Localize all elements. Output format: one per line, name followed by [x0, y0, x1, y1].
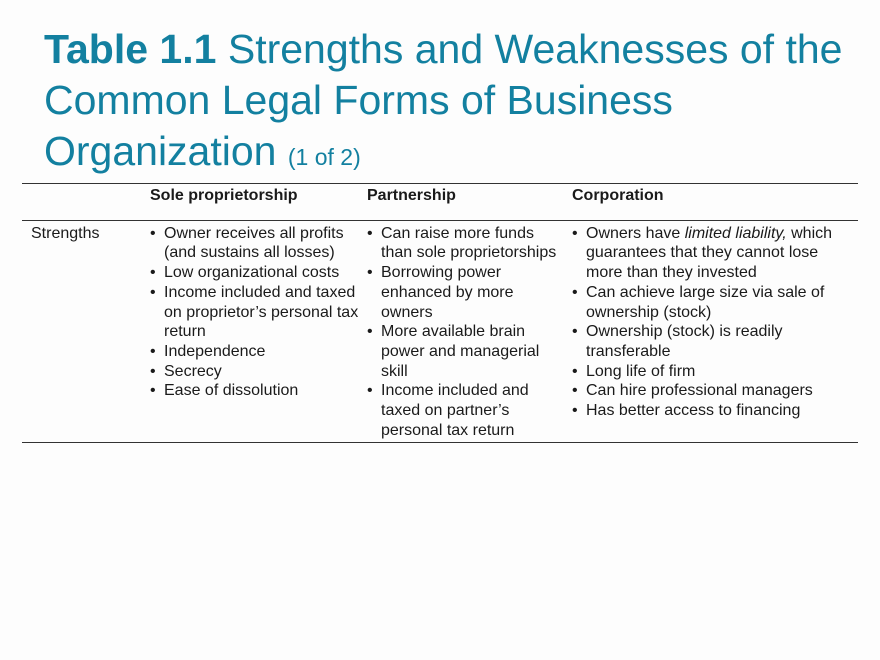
header-corporation: Corporation [572, 184, 858, 221]
list-item: • Long life of firm [572, 362, 858, 382]
title-lead: Table 1.1 [44, 26, 217, 72]
list-item: • Has better access to financing [572, 401, 858, 421]
list-item: • Income included and taxed on proprietor’s personal tax return [150, 283, 367, 342]
row-label-strengths: Strengths [22, 220, 150, 443]
list-item: • Owner receives all profits (and sustains all losses) [150, 224, 367, 263]
list-item: • Can hire professional managers [572, 381, 858, 401]
limited-liability-suffix: which guarantees that they cannot lose more than they invested [586, 224, 833, 282]
list-item [572, 224, 858, 283]
list-item: • Low organizational costs [150, 263, 367, 283]
header-sole-proprietorship: Sole proprietorship [150, 184, 367, 221]
list-item: • Income included and taxed on partner’s personal tax return [367, 381, 572, 440]
list-item: • More available brain power and managerial skill [367, 322, 572, 381]
table-header-row [22, 184, 858, 221]
table-row-strengths [22, 220, 858, 443]
limited-liability-emphasis: limited liability, [684, 224, 787, 242]
corporation-strengths-list [572, 224, 858, 421]
title-part-indicator: (1 of 2) [287, 144, 361, 170]
limited-liability-prefix: Owners have [586, 224, 681, 242]
sole-strengths-list [150, 224, 367, 401]
list-item: • Can raise more funds than sole proprietorships [367, 224, 572, 263]
list-item: • Independence [150, 342, 367, 362]
title-text: Strengths and Weaknesses of the Common Legal Forms of Business Organization [44, 26, 843, 174]
list-item: • Ease of dissolution [150, 381, 367, 401]
strengths-table [22, 183, 858, 443]
list-item: • Can achieve large size via sale of ownership (stock) [572, 283, 858, 322]
partnership-strengths-list [367, 224, 572, 441]
cell-corporation-strengths [572, 220, 858, 443]
header-partnership: Partnership [367, 184, 572, 221]
cell-sole-strengths [150, 220, 367, 443]
list-item: • Borrowing power enhanced by more owners [367, 263, 572, 322]
list-item: • Secrecy [150, 362, 367, 382]
cell-partnership-strengths [367, 220, 572, 443]
header-blank [22, 184, 150, 221]
list-item: • Ownership (stock) is readily transferable [572, 322, 858, 361]
slide-title [44, 24, 844, 183]
